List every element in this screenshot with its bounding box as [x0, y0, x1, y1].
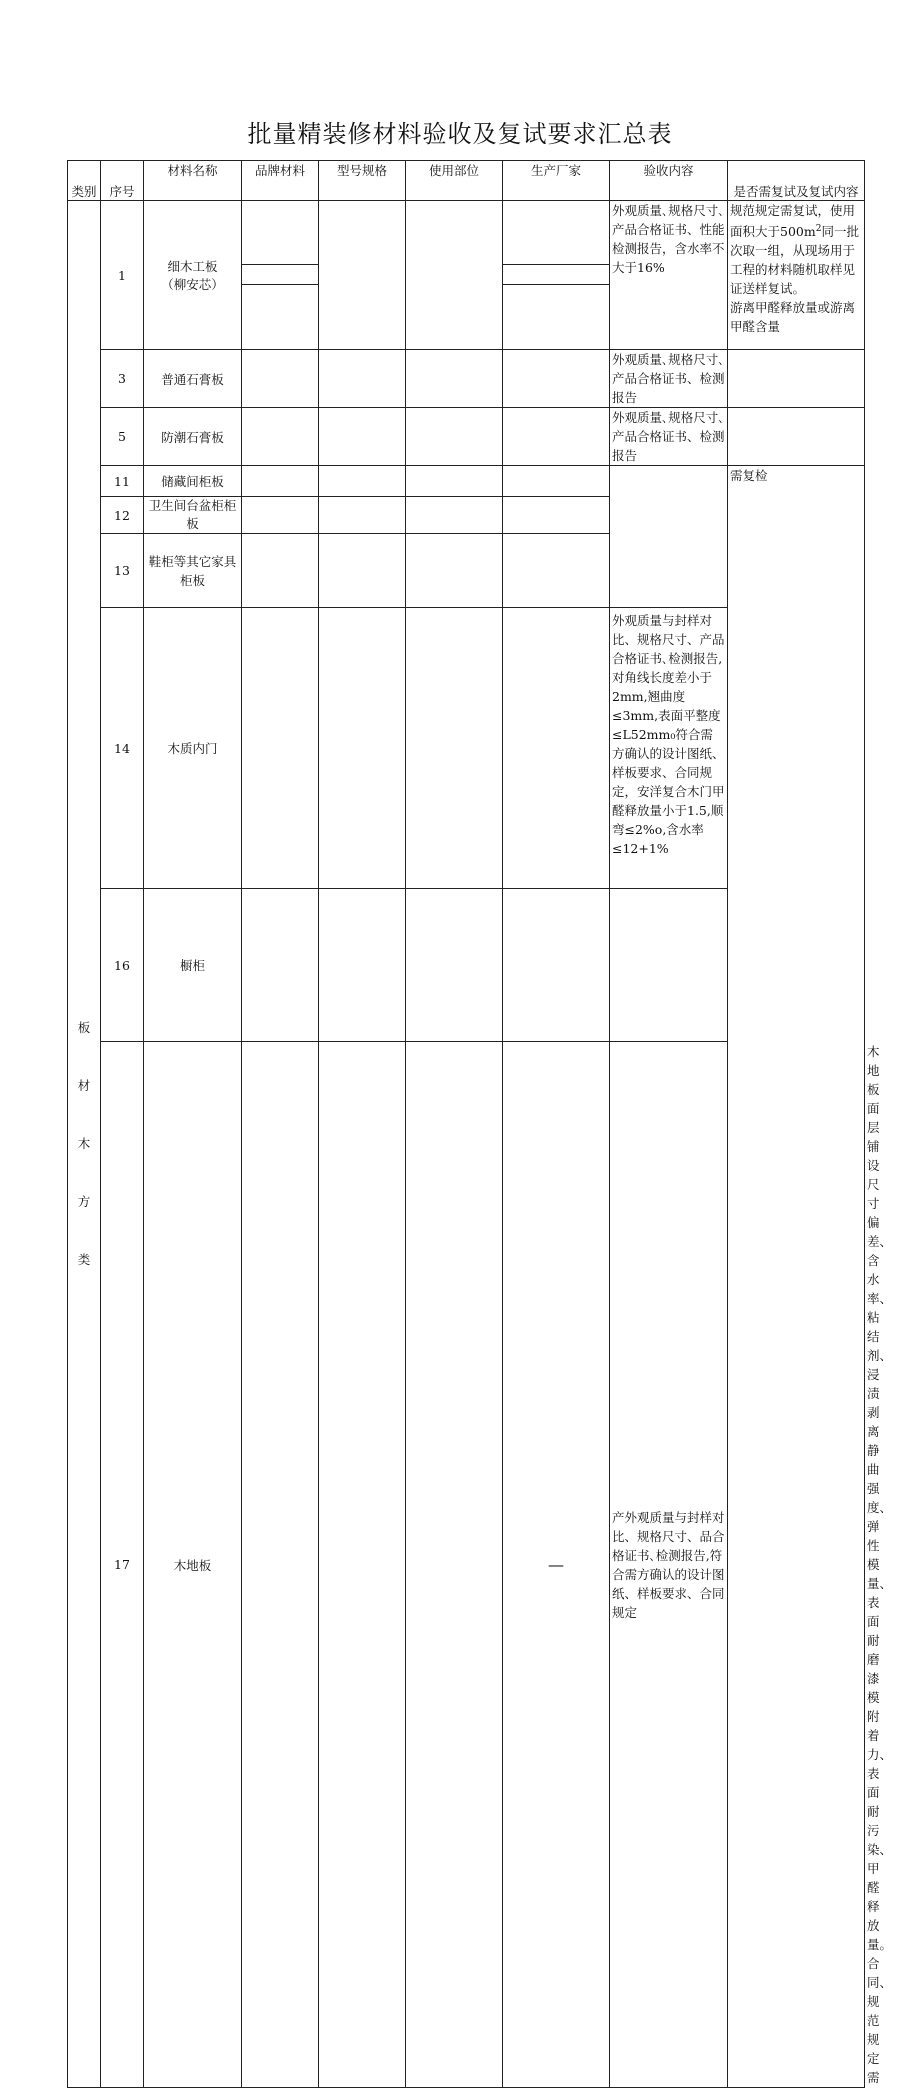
name-cell: 木地板 — [144, 1042, 242, 2088]
accept-cell — [610, 466, 728, 608]
name-cell: 鞋柜等其它家具柜板 — [144, 534, 242, 608]
materials-table — [67, 160, 893, 2088]
header-row — [68, 161, 865, 201]
name-cell: 防潮石膏板 — [144, 408, 242, 466]
category-char: 材 — [77, 1078, 91, 1093]
table-row — [68, 350, 865, 408]
category-char: 板 — [77, 1020, 91, 1035]
maker-cell: — — [503, 1042, 610, 2088]
retest-text: 规范规定需复试，使用面积大于500m — [730, 203, 856, 240]
name-line: （柳安芯） — [161, 277, 224, 292]
header-location: 使用部位 — [406, 161, 503, 201]
retest-cell — [728, 201, 865, 350]
retest-text: 同一批次取一组，从现场用于工程的材料随机取样见证送样复试。 — [730, 224, 859, 297]
header-retest: 是否需复试及复试内容 — [728, 161, 865, 201]
seq-cell: 16 — [101, 889, 144, 1042]
seq-cell: 17 — [101, 1042, 144, 2088]
category-char: 类 — [77, 1252, 91, 1267]
maker-cell — [503, 201, 610, 350]
header-model: 型号规格 — [319, 161, 406, 201]
seq-cell: 1 — [101, 201, 144, 350]
seq-cell: 11 — [101, 466, 144, 497]
header-brand: 品牌材料 — [242, 161, 319, 201]
accept-cell: 外观质量､规格尺寸､产品合格证书、检测报告 — [610, 350, 728, 408]
table-row: 17 木地板 — 产外观质量与封样对比、规格尺寸、品合格证书､检测报告,符合需方确认的设计图纸、样板要求、合同规定 木地板面层铺设尺寸偏差、含水率、粘结剂、浸渍剥离静曲强度、弹性模量、表面耐磨漆模附着力、表面耐污染、甲醛释放量。合同、规范规定需 — [68, 1042, 865, 2088]
seq-cell: 5 — [101, 408, 144, 466]
seq-cell: 3 — [101, 350, 144, 408]
brand-cell — [242, 201, 319, 350]
name-line: 细木工板 — [167, 259, 218, 274]
table-row — [68, 466, 865, 497]
accept-cell: 外观质量､规格尺寸､产品合格证书、检测报告 — [610, 408, 728, 466]
accept-cell: 外观质量与封样对比、规格尺寸、产品合格证书､检测报告,对角线长度差小于2mm,翘曲度≤3mm,表面平整度≤L52mm₀符合需方确认的设计图纸、样板要求、合同规定，安洋复合木门甲醛释放量小于1.5,顺弯≤2%o,含水率≤12+1% — [610, 608, 728, 889]
location-cell — [406, 201, 503, 350]
seq-cell: 14 — [101, 608, 144, 889]
name-cell: 普通石膏板 — [144, 350, 242, 408]
model-cell — [319, 201, 406, 350]
header-category: 类别 — [68, 161, 101, 201]
page-title: 批量精装修材料验收及复试要求汇总表 — [247, 120, 673, 148]
retest-sup: 2 — [815, 224, 822, 234]
header-seq: 序号 — [101, 161, 144, 201]
name-cell — [144, 201, 242, 350]
retest-cell: 需复检 — [728, 466, 865, 2088]
name-cell: 储藏间柜板 — [144, 466, 242, 497]
table-row — [68, 201, 865, 350]
seq-cell: 12 — [101, 497, 144, 534]
header-maker: 生产厂家 — [503, 161, 610, 201]
name-cell: 橱柜 — [144, 889, 242, 1042]
accept-cell: 外观质量､规格尺寸､产品合格证书、性能检测报告，含水率不大于16% — [610, 201, 728, 350]
name-cell: 卫生间台盆柜柜板 — [144, 497, 242, 534]
category-char: 方 — [77, 1194, 91, 1209]
seq-cell: 13 — [101, 534, 144, 608]
retest-text: 游离甲醛释放量或游离甲醛含量 — [730, 300, 856, 335]
header-name: 材料名称 — [144, 161, 242, 201]
accept-cell: 产外观质量与封样对比、规格尺寸、品合格证书､检测报告,符合需方确认的设计图纸、样板要求、合同规定 — [610, 1042, 728, 2088]
category-cell — [68, 201, 101, 2088]
header-accept: 验收内容 — [610, 161, 728, 201]
name-cell: 木质内门 — [144, 608, 242, 889]
table-row — [68, 408, 865, 466]
category-char: 木 — [77, 1136, 91, 1151]
